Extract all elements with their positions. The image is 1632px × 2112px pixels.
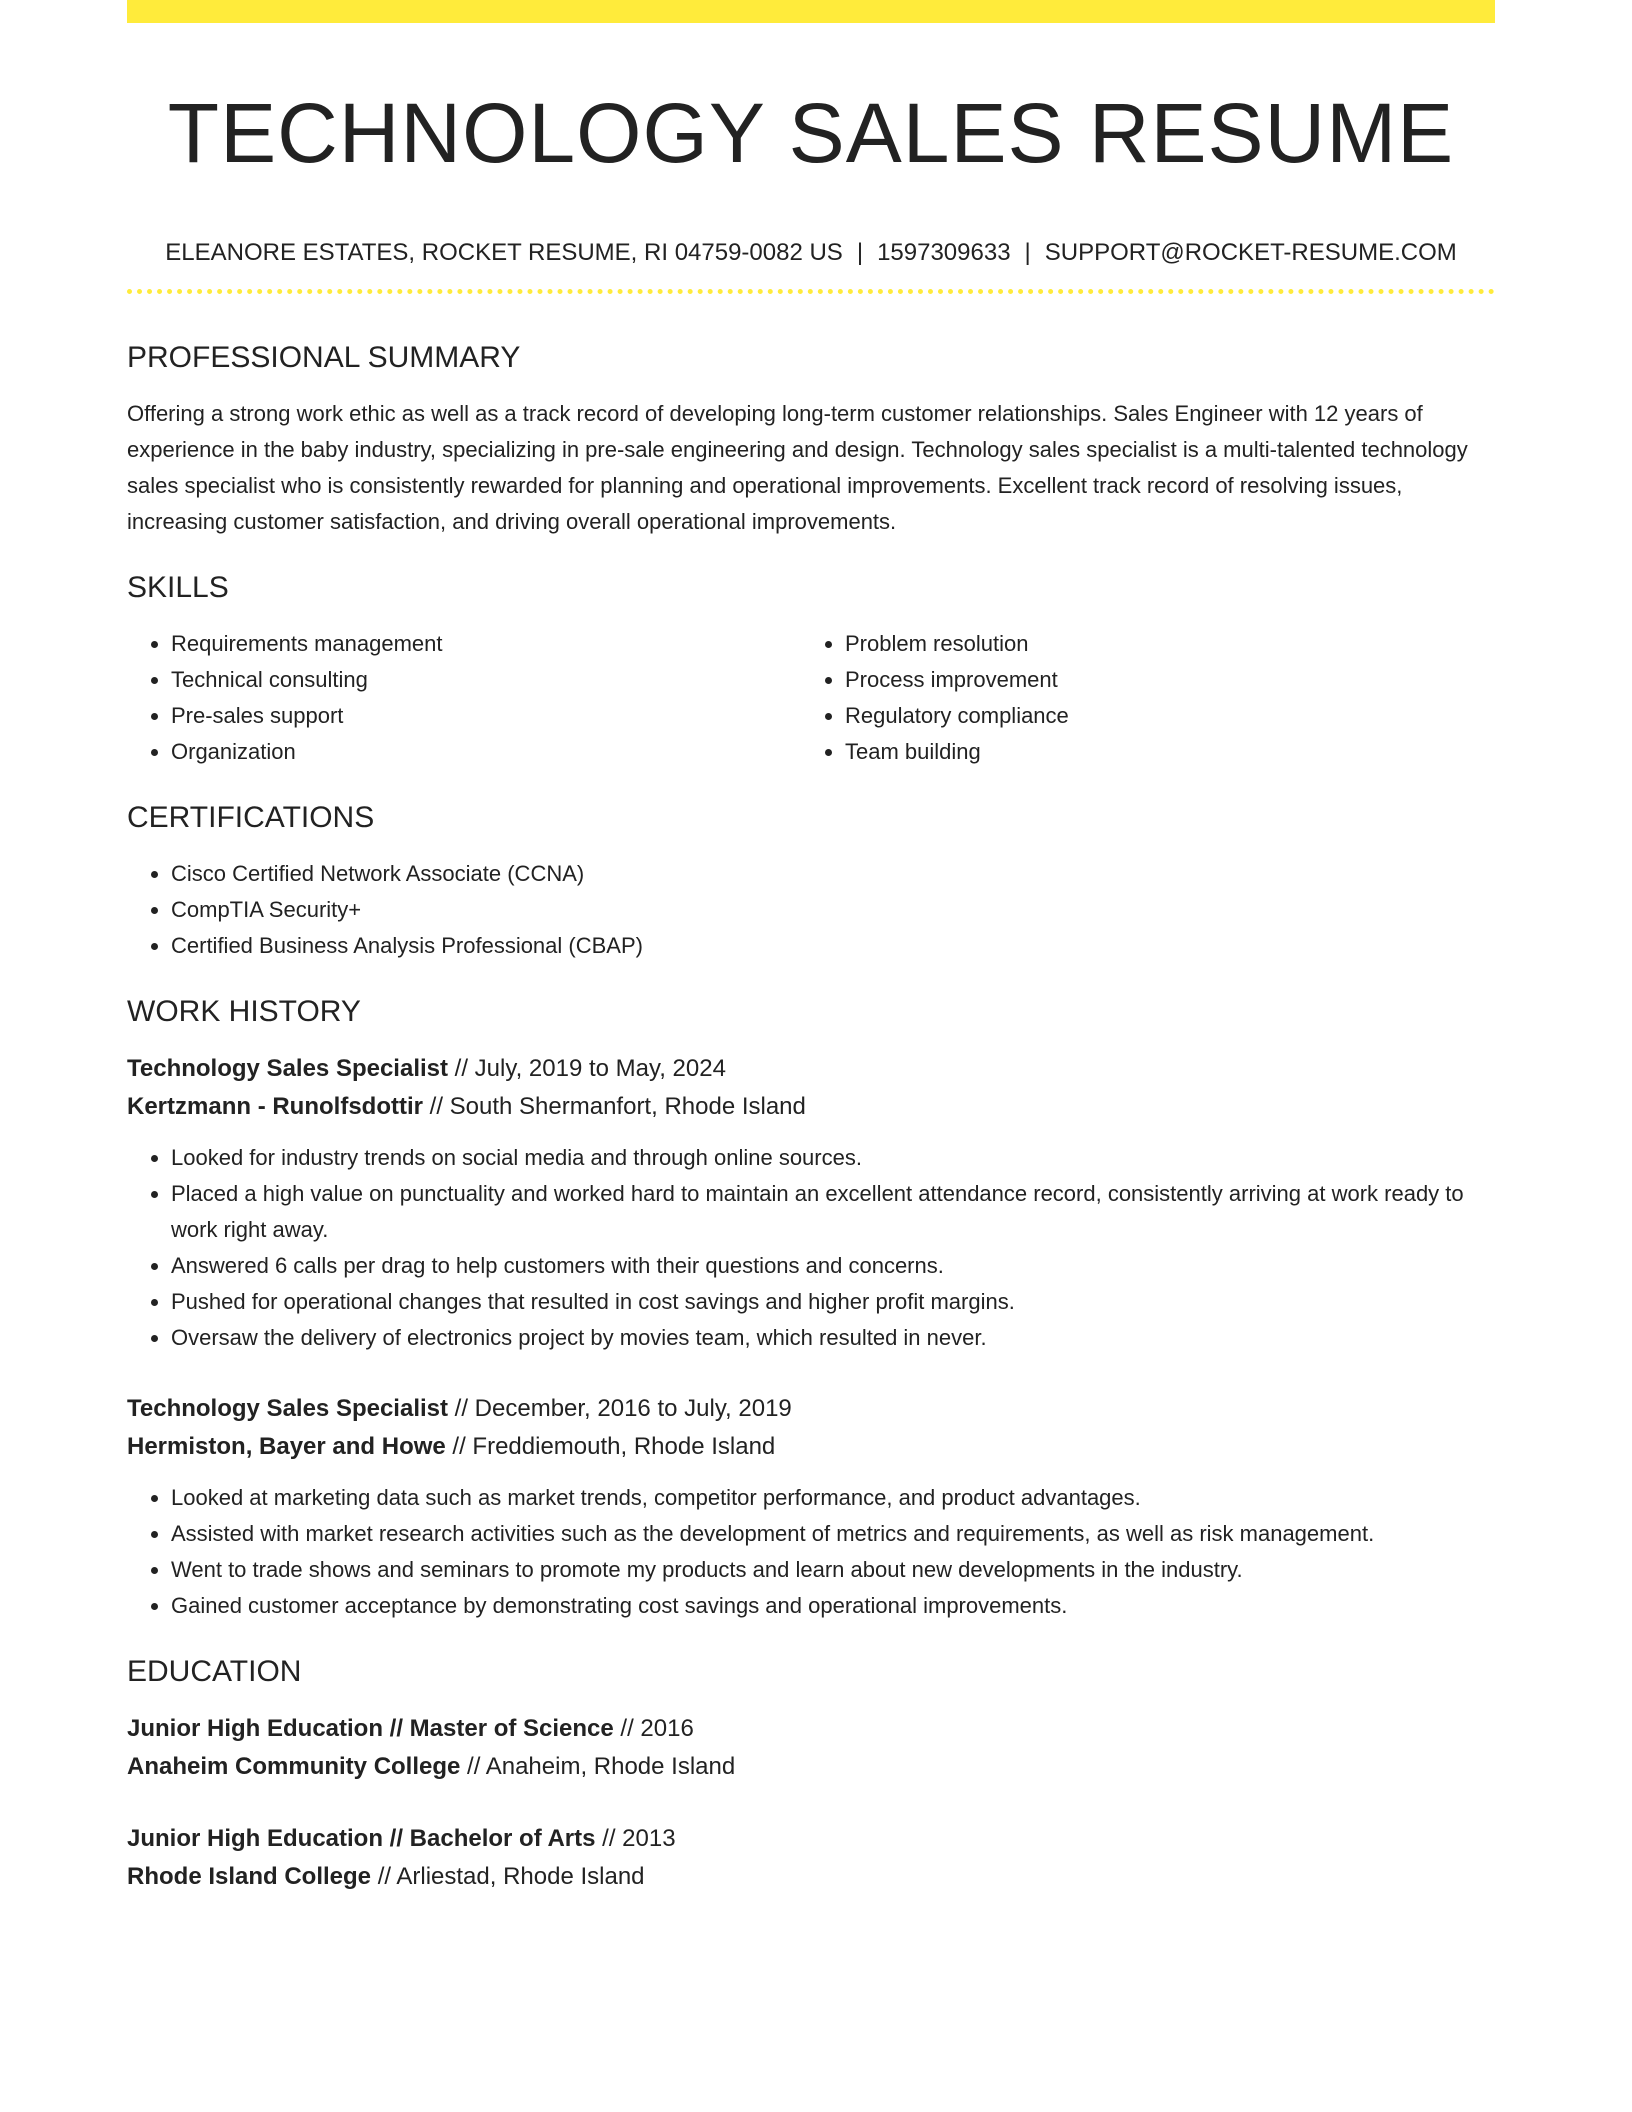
education-school-line [127, 1748, 1495, 1786]
job-company-line [127, 1088, 1495, 1126]
job-dates: // December, 2016 to July, 2019 [448, 1395, 792, 1422]
skills-list-left [127, 626, 801, 770]
education-degree-line [127, 1710, 1495, 1748]
skills-grid [127, 626, 1495, 770]
certifications-list [127, 856, 1495, 964]
certifications-section [127, 798, 1495, 964]
certification-item: • Cisco Certified Network Associate (CCNA) [171, 856, 1495, 892]
job-bullets [127, 1140, 1495, 1356]
job-role: Technology Sales Specialist [127, 1395, 448, 1422]
education-degree: Junior High Education // Bachelor of Arts [127, 1825, 596, 1852]
contact-separator: | [1024, 239, 1031, 266]
education-degree: Junior High Education // Master of Science [127, 1715, 614, 1742]
work-history-section [127, 992, 1495, 1624]
job-role-line [127, 1050, 1495, 1088]
job-location: // South Shermanfort, Rhode Island [422, 1093, 806, 1120]
education-degree-line [127, 1820, 1495, 1858]
work-history-heading: WORK HISTORY [127, 995, 361, 1028]
resume-page [127, 0, 1495, 1896]
contact-line [127, 237, 1495, 269]
skill-item: • Problem resolution [845, 626, 1475, 662]
skill-item: • Regulatory compliance [845, 698, 1475, 734]
education-school: Rhode Island College [127, 1863, 372, 1890]
job-bullet: • Gained customer acceptance by demonstrating cost savings and operational improvements. [171, 1588, 1495, 1624]
job-bullet: • Looked at marketing data such as market trends, competitor performance, and product advantages. [171, 1480, 1495, 1516]
job-bullet: • Went to trade shows and seminars to promote my products and learn about new developments in the industry. [171, 1552, 1495, 1588]
dotted-divider [127, 289, 1495, 294]
skill-item: • Team building [845, 734, 1475, 770]
education-school-line [127, 1858, 1495, 1896]
contact-separator: | [856, 239, 864, 266]
job-role: Technology Sales Specialist [127, 1055, 448, 1082]
certification-item: • CompTIA Security+ [171, 892, 1495, 928]
job-company: Kertzmann - Runolfsdottir [127, 1093, 423, 1120]
summary-text: Offering a strong work ethic as well as a track record of developing long-term customer relationships. Sales Engineer with 12 years of experience in the baby industry, specializing in pre-sale engineering and design. Technology sales specialist is a multi-talented technology sales specialist who is consistently rewarded for planning and operational improvements. Excellent track record of resolving issues, increasing customer satisfaction, and driving overall operational improvements. [127, 401, 1468, 534]
job-bullet: • Answered 6 calls per drag to help customers with their questions and concerns. [171, 1248, 1495, 1284]
education-heading: EDUCATION [127, 1655, 302, 1688]
job-company-line [127, 1428, 1495, 1466]
certification-item: • Certified Business Analysis Professional (CBAP) [171, 928, 1495, 964]
skills-list-right [801, 626, 1475, 770]
contact-address: ELEANORE ESTATES, ROCKET RESUME, RI 04759-0082 US [165, 239, 843, 266]
skill-item: • Pre-sales support [171, 698, 801, 734]
education-entry [127, 1820, 1495, 1896]
certifications-heading: CERTIFICATIONS [127, 801, 375, 834]
education-location: // Arliestad, Rhode Island [371, 1863, 645, 1890]
job-bullets [127, 1480, 1495, 1624]
job-entry [127, 1390, 1495, 1624]
education-year: // 2016 [613, 1715, 694, 1742]
job-role-line [127, 1390, 1495, 1428]
contact-phone: 1597309633 [877, 239, 1011, 266]
summary-heading: PROFESSIONAL SUMMARY [127, 341, 521, 374]
job-bullet: • Assisted with market research activities such as the development of metrics and requirements, as well as risk management. [171, 1516, 1495, 1552]
top-accent-bar [127, 0, 1495, 23]
contact-email: SUPPORT@ROCKET-RESUME.COM [1044, 239, 1457, 266]
skills-section [127, 568, 1495, 770]
job-company: Hermiston, Bayer and Howe [127, 1433, 446, 1460]
skill-item: • Organization [171, 734, 801, 770]
education-section [127, 1652, 1495, 1896]
job-bullet: • Pushed for operational changes that resulted in cost savings and higher profit margins. [171, 1284, 1495, 1320]
skill-item: • Process improvement [845, 662, 1475, 698]
resume-title: TECHNOLOGY SALES RESUME [167, 86, 1455, 180]
job-entry [127, 1050, 1495, 1356]
job-bullet: • Looked for industry trends on social media and through online sources. [171, 1140, 1495, 1176]
job-bullet: • Oversaw the delivery of electronics project by movies team, which resulted in never. [171, 1320, 1495, 1356]
job-location: // Freddiemouth, Rhode Island [445, 1433, 776, 1460]
job-bullet: • Placed a high value on punctuality and worked hard to maintain an excellent attendance record, consistently arriving at work ready to work right away. [171, 1176, 1495, 1248]
skill-item: • Requirements management [171, 626, 801, 662]
job-dates: // July, 2019 to May, 2024 [448, 1055, 726, 1082]
education-year: // 2013 [595, 1825, 676, 1852]
education-entry [127, 1710, 1495, 1786]
education-school: Anaheim Community College [127, 1753, 461, 1780]
skill-item: • Technical consulting [171, 662, 801, 698]
skills-heading: SKILLS [127, 571, 229, 604]
education-location: // Anaheim, Rhode Island [460, 1753, 736, 1780]
